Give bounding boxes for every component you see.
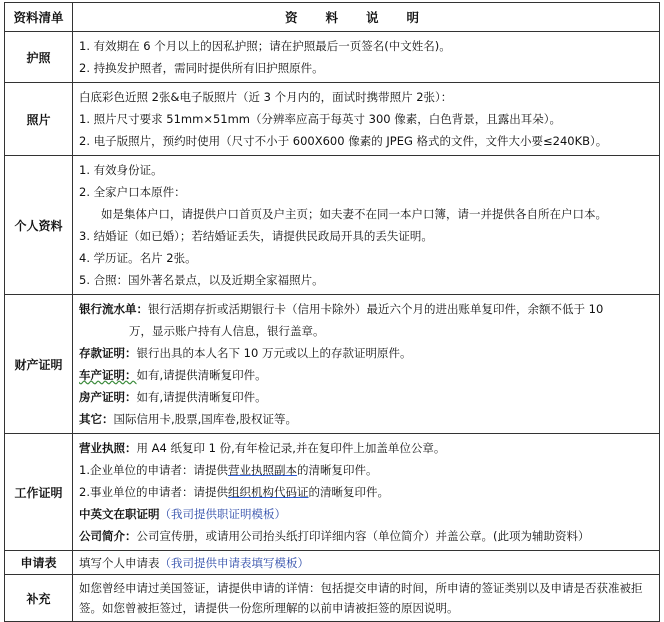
- passport-details: [73, 32, 660, 83]
- application-form-details: [73, 551, 660, 575]
- company-intro-line: [79, 525, 653, 547]
- enterprise-license-copy: 营业执照副本: [227, 463, 297, 477]
- other-title: 其它：: [79, 412, 114, 426]
- row-financial: [5, 295, 660, 434]
- company-intro-title: 公司简介：: [79, 529, 137, 543]
- personal-line-2-detail: 如是集体户口，请提供户口首页及户主页；如夫妻不在同一本户口簿，请一并提供各自所在户口本。: [101, 207, 607, 221]
- personal-line-1: 1. 有效身份证。: [79, 163, 163, 177]
- enterprise-suffix: 的清晰复印件。: [296, 463, 378, 477]
- personal-line-4: 4. 学历证。名片 2张。: [79, 251, 197, 265]
- institution-prefix: 2.事业单位的申请者：请提供: [79, 485, 228, 499]
- row-application-form: [5, 551, 660, 575]
- personal-line-3: 3. 结婚证（如已婚）；若结婚证丢失，请提供民政局开具的丢失证明。: [79, 229, 433, 243]
- photo-details: [73, 83, 660, 156]
- photo-line-1: 1. 照片尺寸要求 51mm×51mm（分辨率应高于每英寸 300 像素，白色背景，且露出耳朵）。: [79, 112, 562, 126]
- photo-line-0: 白底彩色近照 2张&电子版照片（近 3 个月内的，面试时携带照片 2张）：: [79, 90, 453, 104]
- header-description: 资料说明: [73, 3, 660, 32]
- deposit-title: 存款证明：: [79, 346, 137, 360]
- label-work: 工作证明: [5, 434, 73, 551]
- enterprise-line: [79, 459, 653, 481]
- personal-line-5: 5. 合照：国外著名景点，以及近期全家福照片。: [79, 273, 324, 287]
- car-title: 车产证明：: [79, 368, 137, 382]
- institution-line: [79, 481, 653, 503]
- license-line: [79, 437, 653, 459]
- passport-line-2: 2. 持换发护照者，需同时提供所有旧护照原件。: [79, 61, 324, 75]
- label-personal: 个人资料: [5, 156, 73, 295]
- application-form-text: 填写个人申请表: [79, 555, 160, 570]
- house-title: 房产证明：: [79, 390, 137, 404]
- label-supplement: 补充: [5, 575, 73, 622]
- other-text: 国际信用卡,股票,国库卷,股权证等。: [113, 412, 297, 426]
- car-line: [79, 364, 653, 386]
- application-form-template-note[interactable]: （我司提供申请表填写模板）: [159, 555, 309, 570]
- bank-statement-text-cont: 万，显示账户持有人信息，银行盖章。: [129, 324, 325, 338]
- bank-statement-text: 银行活期存折或活期银行卡（信用卡除外）最近六个月的进出账单复印件，余额不低于 10: [148, 302, 604, 316]
- enterprise-prefix: 1.企业单位的申请者：请提供: [79, 463, 228, 477]
- supplement-details: [73, 575, 660, 622]
- row-work: [5, 434, 660, 551]
- personal-details: [73, 156, 660, 295]
- bank-statement-line: [79, 298, 653, 320]
- header-checklist: 资料清单: [5, 3, 73, 32]
- employment-cert-template-note[interactable]: （我司提供职证明模板）: [159, 507, 286, 521]
- photo-line-2: 2. 电子版照片，预约时使用（尺寸不小于 600X600 像素的 JPEG 格式的文件，文件大小要≤240KB）。: [79, 134, 608, 148]
- license-text: 用 A4 纸复印 1 份,有年检记录,并在复印件上加盖单位公章。: [136, 441, 446, 455]
- house-text: 如有,请提供清晰复印件。: [136, 390, 267, 404]
- personal-line-2: 2. 全家户口本原件：: [79, 185, 186, 199]
- car-text: 如有,请提供清晰复印件。: [136, 368, 267, 382]
- row-personal: [5, 156, 660, 295]
- deposit-line: [79, 342, 653, 364]
- table-header-row: [5, 3, 660, 32]
- label-photo: 照片: [5, 83, 73, 156]
- employment-cert-line: [79, 503, 653, 525]
- company-intro-text: 公司宣传册，或请用公司抬头纸打印详细内容（单位简介）并盖公章。(此项为辅助资料）: [136, 529, 590, 543]
- work-details: [73, 434, 660, 551]
- visa-document-checklist: [4, 2, 660, 615]
- house-line: [79, 386, 653, 408]
- bank-statement-title: 银行流水单：: [79, 302, 148, 316]
- financial-details: [73, 295, 660, 434]
- supplement-text: 如您曾经申请过美国签证，请提供申请的详情：包括提交申请的时间，所申请的签证类别以及申请是否获准被拒签。如您曾被拒签过，请提供一份您所理解的以前申请被拒签的原因说明。: [79, 581, 643, 615]
- checklist-table: [4, 2, 660, 622]
- org-code-certificate: 组织机构代码证: [227, 485, 309, 499]
- license-title: 营业执照：: [79, 441, 137, 455]
- row-passport: [5, 32, 660, 83]
- passport-line-1: 1. 有效期在 6 个月以上的因私护照；请在护照最后一页签名(中文姓名)。: [79, 39, 451, 53]
- employment-cert-title: 中英文在职证明: [79, 507, 160, 521]
- row-supplement: [5, 575, 660, 622]
- label-financial: 财产证明: [5, 295, 73, 434]
- row-photo: [5, 83, 660, 156]
- label-application-form: 申请表: [5, 551, 73, 575]
- deposit-text: 银行出具的本人名下 10 万元或以上的存款证明原件。: [136, 346, 412, 360]
- other-line: [79, 408, 653, 430]
- label-passport: 护照: [5, 32, 73, 83]
- institution-suffix: 的清晰复印件。: [308, 485, 389, 499]
